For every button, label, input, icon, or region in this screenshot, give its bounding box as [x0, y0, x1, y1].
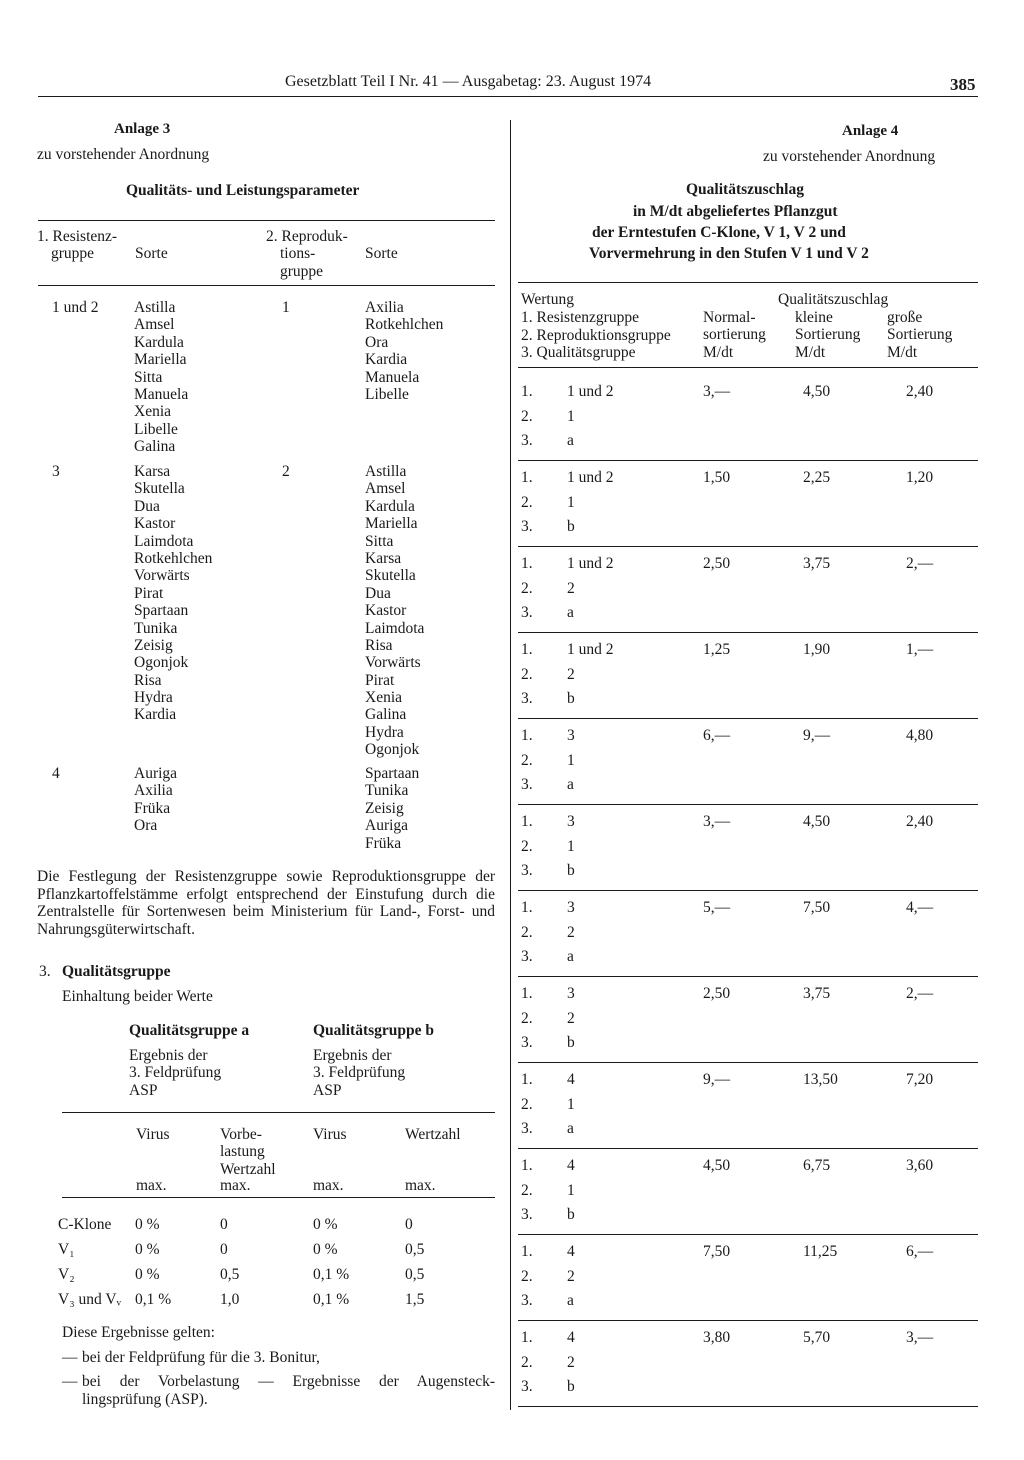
column-divider [510, 120, 511, 1410]
list-item: Manuela [365, 368, 420, 386]
gelten-intro: Diese Ergebnisse gelten: [62, 1324, 215, 1341]
wertung-label: 2. [521, 1009, 533, 1027]
text-line: Ergebnis der [313, 1047, 392, 1064]
list-item: Galina [134, 438, 176, 456]
reproduktionsgruppe-value: 1 [567, 1095, 575, 1113]
text-line: Ergebnis der [129, 1047, 208, 1064]
list-item: Kastor [365, 602, 407, 620]
text-line: kleine [795, 309, 833, 326]
list-item: Ora [365, 333, 389, 351]
row-label: V₂ [58, 1266, 75, 1283]
wertung-label: 3. [521, 604, 533, 621]
anlage-3-subtitle: zu vorstehender Anordnung [37, 146, 210, 163]
wertung-label: 2. [521, 751, 533, 769]
normal-sortierung-value: 1,50 [703, 469, 731, 486]
normal-sortierung-value: 3,80 [703, 1329, 731, 1346]
resistenzgruppe-value: 1 und 2 [567, 641, 614, 658]
grosse-sortierung-value: 6,— [906, 1243, 934, 1260]
title-line: Qualitätszuschlag [686, 181, 804, 198]
text-line: M/dt [795, 343, 826, 361]
ergebnis-a [129, 1047, 221, 1099]
resistenzgruppe-value: 3 [567, 727, 575, 744]
wertung-label: 3. [521, 1120, 533, 1137]
qualitaetsgruppe-value: a [567, 604, 574, 621]
list-item: Ogonjok [365, 741, 420, 759]
virus-a-value: 0 % [135, 1266, 160, 1283]
grosse-sortierung-value: 1,— [906, 641, 934, 658]
list-item: Kardia [365, 351, 408, 369]
title-line: Vorvermehrung in den Stufen V 1 und V 2 [589, 245, 869, 262]
list-item: Früka [134, 799, 171, 817]
rep-group-label: 1 [282, 299, 290, 316]
list-item: Vorwärts [365, 654, 421, 672]
reproduktionsgruppe-value: 2 [567, 1267, 575, 1285]
row-label: C-Klone [58, 1216, 112, 1233]
max-label: max. [405, 1177, 436, 1194]
bullet-feldpruefung: bei der Feldprüfung für die 3. Bonitur, [82, 1349, 320, 1366]
resistenzgruppe-value: 4 [567, 1071, 575, 1088]
classification-paragraph: Die Festlegung der Resistenzgruppe sowie Reproduktionsgruppe der Pflanzkartoffelstämme erfolgt entsprechend der Einstufung durch die Zentralstelle für Sortenwesen beim Ministerium für Land-, Forst- und Nahrungsgüterwirtschaft. [37, 868, 495, 938]
res-group-label: 3 [52, 463, 60, 480]
wertung-label: 3. [521, 432, 533, 449]
grosse-sortierung-value: 1,20 [906, 469, 934, 486]
text-line: Normal- [703, 309, 756, 326]
list-item: Spartaan [365, 765, 420, 782]
kleine-sortierung-value: 13,50 [803, 1071, 838, 1088]
reproduktionsgruppe-value: 2 [567, 923, 575, 941]
header-reproduktionsgruppe [266, 228, 348, 280]
list-item: Skutella [365, 567, 416, 585]
header-resistenzgruppe [37, 228, 117, 263]
list-item: Mariella [134, 351, 187, 369]
wertung-label: 1. [521, 899, 533, 916]
row-divider [518, 1406, 978, 1407]
list-item: Rotkehlchen [365, 316, 444, 334]
resistenzgruppe-value: 1 und 2 [567, 469, 614, 486]
text-line: große [887, 309, 923, 326]
list-item: Auriga [365, 817, 409, 835]
list-item: Tunika [134, 619, 178, 637]
resistenzgruppe-value: 1 und 2 [567, 383, 614, 400]
list-item: Galina [365, 706, 407, 724]
max-label: max. [313, 1177, 344, 1194]
rep-sorten-list [365, 299, 443, 403]
res-sorten-list [134, 299, 188, 456]
resistenzgruppe-value: 3 [567, 813, 575, 830]
wertung-label: 3. [521, 1034, 533, 1051]
kleine-sortierung-value: 11,25 [803, 1243, 838, 1260]
kleine-sortierung-value: 2,25 [803, 469, 831, 486]
max-label: max. [220, 1177, 251, 1194]
virus-a-value: 0,1 % [135, 1291, 172, 1308]
wertung-label: 1. [521, 1157, 533, 1174]
normal-sortierung-value: 7,50 [703, 1243, 731, 1260]
normal-sortierung-value: 5,— [703, 899, 731, 916]
wertung-label: 2. [521, 1353, 533, 1371]
qualitaetsgruppe-a-title: Qualitätsgruppe a [129, 1022, 250, 1039]
anlage-3-title: Anlage 3 [114, 121, 171, 137]
list-item: Manuela [134, 385, 189, 403]
vorbelastung-a-value: 0,5 [220, 1266, 240, 1283]
left-table-header-rule [38, 285, 495, 286]
list-item: Dua [365, 584, 391, 602]
bullet-vorbelastung [82, 1373, 495, 1408]
header-wertung: Wertung [521, 291, 574, 308]
res-group-label: 4 [52, 765, 60, 782]
virus-b-value: 0 % [313, 1241, 338, 1258]
list-item: Kardula [134, 333, 184, 351]
header-line: tions- [280, 245, 316, 263]
text-line: 3. Feldprüfung [129, 1064, 222, 1082]
vorbelastung-a-value: 0 [220, 1241, 228, 1258]
list-item: Risa [134, 671, 162, 689]
resistenzgruppe-value: 4 [567, 1157, 575, 1174]
wertung-label: 1. [521, 469, 533, 486]
list-item: Kastor [134, 515, 176, 533]
reproduktionsgruppe-value: 1 [567, 407, 575, 425]
list-item: Amsel [134, 316, 175, 334]
list-item: Früka [365, 834, 402, 852]
kleine-sortierung-value: 6,75 [803, 1157, 831, 1174]
list-item: Libelle [365, 385, 409, 403]
wertzahl-b-value: 0,5 [405, 1266, 425, 1283]
list-item: Zeisig [134, 636, 173, 654]
list-item: Kardia [134, 706, 177, 724]
header-zuschlag: Qualitätszuschlag [778, 291, 889, 308]
res-sorten-list [134, 463, 212, 724]
list-item: Kardula [365, 497, 415, 515]
resistenzgruppe-value: 3 [567, 985, 575, 1002]
reproduktionsgruppe-value: 2 [567, 1009, 575, 1027]
list-item: Hydra [365, 723, 404, 741]
wertung-label: 3. [521, 776, 533, 793]
page-number: 385 [950, 75, 976, 94]
reproduktionsgruppe-value: 2 [567, 579, 575, 597]
virus-a-value: 0 % [135, 1241, 160, 1258]
row-divider [518, 976, 978, 977]
wertung-label: 3. [521, 862, 533, 879]
kleine-sortierung-value: 1,90 [803, 641, 831, 658]
qualitaetsgruppe-value: b [567, 1034, 575, 1051]
wertung-label: 1. [521, 555, 533, 572]
grosse-sortierung-value: 2,— [906, 555, 934, 572]
list-item: Sitta [134, 368, 163, 386]
wertung-label: 2. [521, 1095, 533, 1113]
row-divider [518, 546, 978, 547]
header-normal [703, 309, 766, 361]
qualitaetsgruppe-value: b [567, 1378, 575, 1395]
max-label: max. [136, 1177, 167, 1194]
header-resistenz: 1. Resistenzgruppe [521, 309, 639, 326]
list-item: Mariella [365, 515, 418, 533]
wertung-label: 1. [521, 641, 533, 658]
wertung-label: 3. [521, 690, 533, 707]
row-divider [518, 1234, 978, 1235]
text-line: M/dt [887, 343, 918, 361]
virus-b-value: 0,1 % [313, 1291, 350, 1308]
header-line: 2. Reproduk- [266, 228, 348, 245]
list-item: Skutella [134, 480, 185, 498]
text-line: Wertzahl [220, 1160, 276, 1178]
wertung-label: 1. [521, 985, 533, 1002]
text-line: Sortierung [887, 326, 953, 344]
row-divider [518, 718, 978, 719]
header-line: gruppe [280, 262, 324, 280]
anlage-4-title: Anlage 4 [842, 123, 899, 139]
virus-b-value: 0 % [313, 1216, 338, 1233]
qualitaetsgruppe-value: a [567, 1120, 574, 1137]
list-item: Axilia [365, 299, 404, 316]
text-line: Sortierung [795, 326, 861, 344]
text-line: lastung [220, 1143, 265, 1161]
wertung-label: 3. [521, 1378, 533, 1395]
list-item: Ogonjok [134, 654, 189, 672]
title-line: in M/dt abgeliefertes Pflanzgut [633, 203, 838, 220]
wertung-label: 2. [521, 665, 533, 683]
reproduktionsgruppe-value: 1 [567, 837, 575, 855]
list-item: Laimdota [134, 532, 194, 550]
list-item: Pirat [365, 671, 395, 689]
kleine-sortierung-value: 4,50 [803, 383, 831, 400]
left-table-title: Qualitäts- und Leistungsparameter [126, 182, 360, 199]
wertung-label: 2. [521, 493, 533, 511]
qualitaetsgruppe-value: a [567, 948, 574, 965]
rep-group-label: 2 [282, 463, 290, 480]
grosse-sortierung-value: 3,— [906, 1329, 934, 1346]
bullet-dash: — [62, 1373, 78, 1390]
list-item: Dua [134, 497, 160, 515]
list-item: Karsa [134, 463, 171, 480]
normal-sortierung-value: 3,— [703, 383, 731, 400]
rep-sorten-list [365, 463, 424, 759]
text-line: ASP [129, 1081, 158, 1099]
resistenzgruppe-value: 3 [567, 899, 575, 916]
normal-sortierung-value: 9,— [703, 1071, 731, 1088]
kleine-sortierung-value: 3,75 [803, 985, 831, 1002]
running-header: Gesetzblatt Teil I Nr. 41 — Ausgabetag: 23. August 1974 [285, 73, 652, 90]
right-table-top-rule [518, 282, 978, 283]
grosse-sortierung-value: 4,— [906, 899, 934, 916]
normal-sortierung-value: 3,— [703, 813, 731, 830]
list-item: Sitta [365, 532, 394, 550]
wertung-label: 3. [521, 518, 533, 535]
normal-sortierung-value: 2,50 [703, 555, 731, 572]
text-line: 3. Feldprüfung [313, 1064, 406, 1082]
grosse-sortierung-value: 4,80 [906, 727, 934, 744]
reproduktionsgruppe-value: 2 [567, 1353, 575, 1371]
resistenzgruppe-value: 4 [567, 1329, 575, 1346]
qualitaetsgruppe-value: a [567, 432, 574, 449]
normal-sortierung-value: 2,50 [703, 985, 731, 1002]
wertung-label: 2. [521, 923, 533, 941]
resistenzgruppe-value: 4 [567, 1243, 575, 1260]
anlage-4-subtitle: zu vorstehender Anordnung [763, 148, 936, 165]
list-item: Ora [134, 817, 158, 835]
virus-b-value: 0,1 % [313, 1266, 350, 1283]
kleine-sortierung-value: 4,50 [803, 813, 831, 830]
wertzahl-b-value: 1,5 [405, 1291, 425, 1308]
qualitaetsgruppe-value: b [567, 690, 575, 707]
row-divider [518, 460, 978, 461]
list-item: Astilla [365, 463, 407, 480]
reproduktionsgruppe-value: 1 [567, 493, 575, 511]
list-item: Risa [365, 636, 393, 654]
normal-sortierung-value: 4,50 [703, 1157, 731, 1174]
reproduktionsgruppe-value: 2 [567, 665, 575, 683]
header-sorte-1: Sorte [135, 245, 168, 262]
kleine-sortierung-value: 3,75 [803, 555, 831, 572]
header-line: 1. Resistenz- [37, 228, 118, 245]
section-3-title: Qualitätsgruppe [62, 963, 171, 980]
wertzahl-b-value: 0,5 [405, 1241, 425, 1258]
normal-sortierung-value: 6,— [703, 727, 731, 744]
list-item: Astilla [134, 299, 176, 316]
normal-sortierung-value: 1,25 [703, 641, 731, 658]
row-divider [518, 1320, 978, 1321]
quality-table-header-rule [62, 1197, 495, 1198]
res-sorten-list [134, 765, 177, 835]
wertung-label: 3. [521, 1206, 533, 1223]
text-line: sortierung [703, 326, 766, 344]
right-table-header-rule [518, 367, 978, 368]
vorbelastung-a-value: 1,0 [220, 1291, 240, 1308]
section-3-number: 3. [39, 963, 51, 980]
section-3-subtitle: Einhaltung beider Werte [62, 988, 213, 1005]
kleine-sortierung-value: 9,— [803, 727, 831, 744]
list-item: Auriga [134, 765, 178, 782]
header-kleine [795, 309, 860, 361]
list-item: Pirat [134, 584, 164, 602]
text-line: ASP [313, 1081, 342, 1099]
row-divider [518, 1148, 978, 1149]
bullet-line: lingsprüfung (ASP). [82, 1390, 208, 1408]
wertung-label: 2. [521, 579, 533, 597]
vorbelastung-a-value: 0 [220, 1216, 228, 1233]
row-label: V₁ [58, 1241, 75, 1258]
grosse-sortierung-value: 2,— [906, 985, 934, 1002]
qualitaetsgruppe-value: a [567, 1292, 574, 1309]
wertung-label: 1. [521, 1329, 533, 1346]
bullet-dash: — [62, 1349, 78, 1366]
qualitaetsgruppe-value: b [567, 1206, 575, 1223]
header-grosse [887, 309, 952, 361]
list-item: Rotkehlchen [134, 549, 213, 567]
wertung-label: 2. [521, 407, 533, 425]
header-qualitaet: 3. Qualitätsgruppe [521, 344, 636, 361]
grosse-sortierung-value: 7,20 [906, 1071, 934, 1088]
list-item: Vorwärts [134, 567, 190, 585]
wertung-label: 1. [521, 727, 533, 744]
list-item: Hydra [134, 689, 173, 707]
grosse-sortierung-value: 3,60 [906, 1157, 934, 1174]
list-item: Spartaan [134, 602, 189, 620]
list-item: Laimdota [365, 619, 425, 637]
wertzahl-b-value: 0 [405, 1216, 413, 1233]
wertung-label: 2. [521, 837, 533, 855]
title-line: der Erntestufen C-Klone, V 1, V 2 und [592, 224, 846, 241]
row-divider [518, 804, 978, 805]
wertung-label: 3. [521, 948, 533, 965]
grosse-sortierung-value: 2,40 [906, 813, 934, 830]
kleine-sortierung-value: 7,50 [803, 899, 831, 916]
reproduktionsgruppe-value: 1 [567, 1181, 575, 1199]
wertung-label: 3. [521, 1292, 533, 1309]
quality-table-top-rule [62, 1112, 495, 1113]
wertung-label: 1. [521, 1243, 533, 1260]
row-label: V₃ und Vᵥ [58, 1291, 122, 1308]
qualitaetsgruppe-b-title: Qualitätsgruppe b [313, 1022, 435, 1039]
wertung-label: 1. [521, 383, 533, 400]
res-group-label: 1 und 2 [52, 299, 99, 316]
left-table-top-rule [38, 220, 495, 221]
ergebnis-b [313, 1047, 405, 1099]
bullet-line: bei der Vorbelastung — Ergebnisse der Augensteck- [82, 1373, 495, 1390]
col-virus-a: Virus [136, 1126, 170, 1143]
wertung-label: 1. [521, 813, 533, 830]
virus-a-value: 0 % [135, 1216, 160, 1233]
row-divider [518, 890, 978, 891]
col-vorbelastung-a [220, 1126, 276, 1178]
row-divider [518, 1062, 978, 1063]
reproduktionsgruppe-value: 1 [567, 751, 575, 769]
qualitaetsgruppe-value: a [567, 776, 574, 793]
qualitaetsgruppe-value: b [567, 862, 575, 879]
header-reproduktion: 2. Reproduktionsgruppe [521, 327, 671, 344]
text-line: Vorbe- [220, 1126, 262, 1143]
resistenzgruppe-value: 1 und 2 [567, 555, 614, 572]
list-item: Libelle [134, 420, 178, 438]
col-virus-b: Virus [313, 1126, 347, 1143]
list-item: Zeisig [365, 799, 404, 817]
col-wertzahl-b: Wertzahl [405, 1126, 461, 1143]
list-item: Xenia [365, 689, 403, 707]
grosse-sortierung-value: 2,40 [906, 383, 934, 400]
qualitaetsgruppe-value: b [567, 518, 575, 535]
list-item: Xenia [134, 403, 172, 421]
header-rule [38, 96, 978, 97]
row-divider [518, 632, 978, 633]
list-item: Tunika [365, 782, 409, 800]
list-item: Karsa [365, 549, 402, 567]
wertung-label: 2. [521, 1181, 533, 1199]
wertung-label: 2. [521, 1267, 533, 1285]
rep-sorten-list [365, 765, 419, 852]
header-sorte-2: Sorte [365, 245, 398, 262]
list-item: Axilia [134, 782, 173, 800]
text-line: M/dt [703, 343, 734, 361]
wertung-label: 1. [521, 1071, 533, 1088]
header-line: gruppe [51, 245, 95, 263]
list-item: Amsel [365, 480, 406, 498]
kleine-sortierung-value: 5,70 [803, 1329, 831, 1346]
